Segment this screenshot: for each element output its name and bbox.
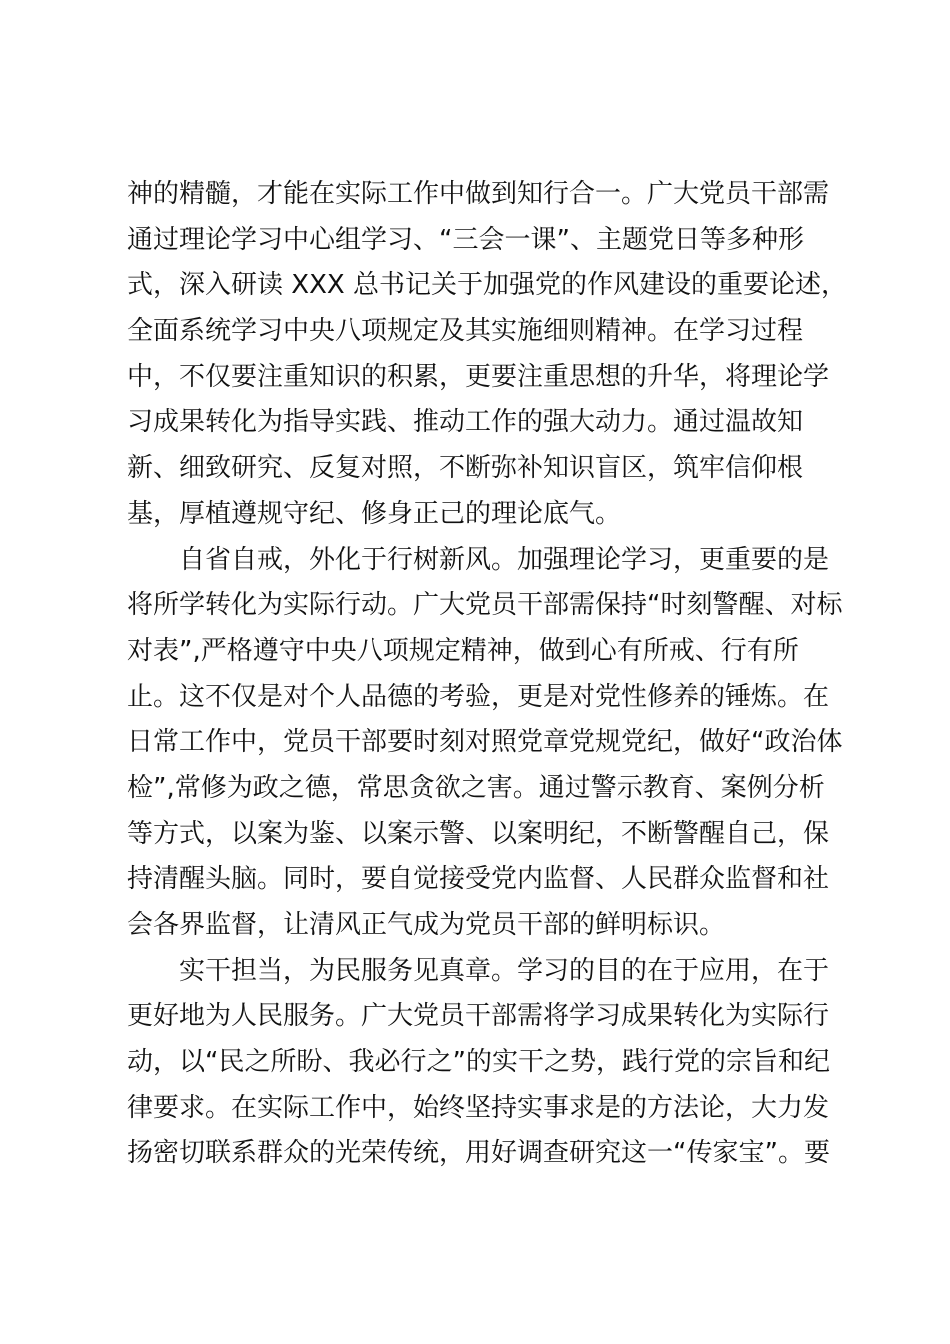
text-line: 实干担当，为民服务见真章。学习的目的在于应用，在于 — [179, 955, 830, 986]
text-line: 中，不仅要注重知识的积累，更要注重思想的升华，将理论学 — [127, 361, 830, 392]
text-line: 通过理论学习中心组学习、“三会一课”、主题党日等多种形 — [127, 224, 804, 255]
text-line: 新、细致研究、反复对照，不断弥补知识盲区，筑牢信仰根 — [127, 453, 804, 484]
text-line: 自省自戒，外化于行树新风。加强理论学习，更重要的是 — [179, 544, 830, 575]
document-body — [127, 172, 847, 1177]
text-line: 持清醒头脑。同时，要自觉接受党内监督、人民群众监督和社 — [127, 864, 830, 895]
text-line: 式，深入研读 XXX 总书记关于加强党的作风建设的重要论述， — [127, 270, 847, 301]
text-line: 止。这不仅是对个人品德的考验，更是对党性修养的锤炼。在 — [127, 681, 830, 712]
text-line: 日常工作中，党员干部要时刻对照党章党规党纪，做好“政治体 — [127, 727, 843, 758]
text-line: 将所学转化为实际行动。广大党员干部需保持“时刻警醒、对标 — [127, 590, 843, 621]
text-line: 会各界监督，让清风正气成为党员干部的鲜明标识。 — [127, 910, 726, 940]
text-line: 对表”,严格遵守中央八项规定精神，做到心有所戒、行有所 — [127, 635, 799, 666]
paragraph-continuation — [127, 172, 847, 538]
text-line: 动，以“民之所盼、我必行之”的实干之势，践行党的宗旨和纪 — [127, 1047, 830, 1078]
text-line: 更好地为人民服务。广大党员干部需将学习成果转化为实际行 — [127, 1001, 830, 1032]
text-line: 神的精髓，才能在实际工作中做到知行合一。广大党员干部需 — [127, 179, 830, 209]
text-line: 全面系统学习中央八项规定及其实施细则精神。在学习过程 — [127, 316, 804, 347]
text-line: 检”,常修为政之德，常思贪欲之害。通过警示教育、案例分析 — [127, 772, 825, 803]
paragraph-self-discipline — [127, 538, 843, 949]
text-line: 等方式，以案为鉴、以案示警、以案明纪，不断警醒自己，保 — [127, 818, 830, 849]
text-line: 基，厚植遵规守纪、修身正己的理论底气。 — [127, 498, 622, 529]
paragraph-practical-action — [127, 949, 837, 1177]
text-line: 扬密切联系群众的光荣传统，用好调查研究这一“传家宝”。要 — [127, 1138, 830, 1169]
text-line: 习成果转化为指导实践、推动工作的强大动力。通过温故知 — [127, 407, 804, 438]
text-line: 律要求。在实际工作中，始终坚持实事求是的方法论，大力发 — [127, 1092, 830, 1123]
